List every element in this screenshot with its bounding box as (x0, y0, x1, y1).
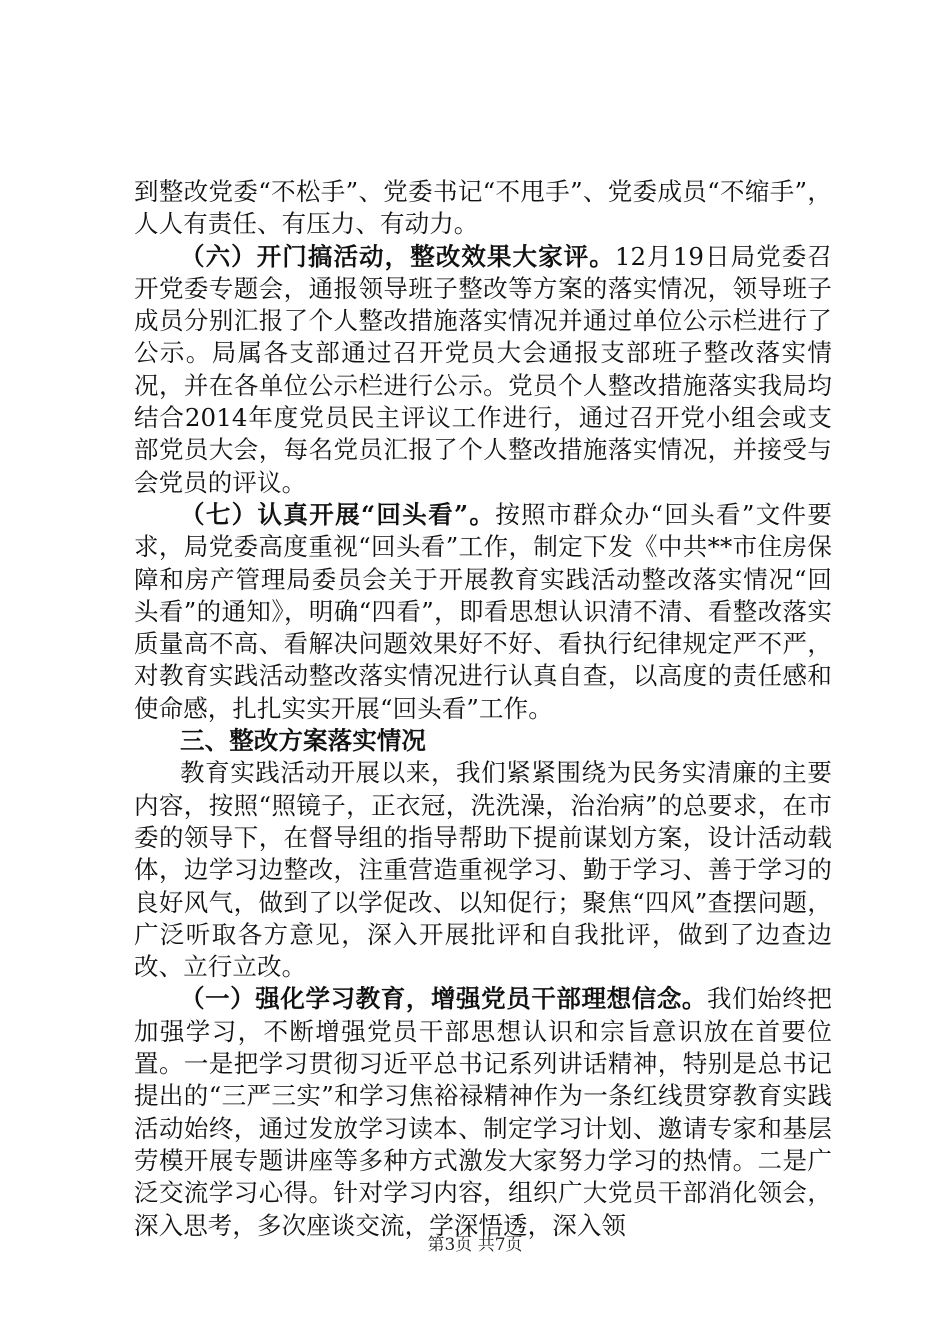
paragraph-section-3-intro (134, 757, 832, 983)
paragraph-heading: （一）强化学习教育，增强党员干部理想信念。 (180, 984, 708, 1014)
paragraph-text: 我们始终把加强学习，不断增强党员干部思想认识和宗旨意识放在首要位置。一是把学习贯彻习近平总书记系列讲话精神，特别是总书记提出的“三严三实”和学习焦裕禄精神作为一条红线贯穿教育实践活动始终，通过发放学习读本、制定学习计划、邀请专家和基层劳模开展专题讲座等多种方式激发大家努力学习的热情。二是广泛交流学习心得。针对学习内容，组织广大党员干部消化领会，深入思考，多次座谈交流，学深悟透，深入领 (134, 984, 832, 1240)
paragraph-item-6 (134, 241, 832, 499)
paragraph-text: 按照市群众办“回头看”文件要求，局党委高度重视“回头看”工作，制定下发《中共**市住房保障和房产管理局委员会关于开展教育实践活动整改落实情况“回头看”的通知》，明确“四看”，即看思想认识清不清、看整改落实质量高不高、看解决问题效果好不好、看执行纪律规定严不严，对教育实践活动整改落实情况进行认真自查，以高度的责任感和使命感，扎扎实实开展“回头看”工作。 (134, 499, 832, 723)
section-title: 三、整改方案落实情况 (180, 726, 426, 756)
page-number-label: 第3页 共7页 (427, 1235, 523, 1255)
section-heading (134, 725, 832, 757)
paragraph-heading: （六）开门搞活动，整改效果大家评。 (180, 241, 615, 271)
paragraph-heading: （七）认真开展“回头看”。 (180, 499, 496, 529)
paragraph-continuation (134, 176, 832, 241)
paragraph-text: 教育实践活动开展以来，我们紧紧围绕为民务实清廉的主要内容，按照“照镜子，正衣冠，洗洗澡，治治病”的总要求，在市委的领导下，在督导组的指导帮助下提前谋划方案，设计活动载体，边学习边整改，注重营造重视学习、勤于学习、善于学习的良好风气，做到了以学促改、以知促行；聚焦“四风”查摆问题，广泛听取各方意见，深入开展批评和自我批评，做到了边查边改、立行立改。 (134, 758, 832, 982)
paragraph-text: 12月19日局党委召开党委专题会，通报领导班子整改等方案的落实情况，领导班子成员分别汇报了个人整改措施落实情况并通过单位公示栏进行了公示。局属各支部通过召开党员大会通报支部班子整改落实情况，并在各单位公示栏进行公示。党员个人整改措施落实我局均结合2014年度党员民主评议工作进行，通过召开党小组会或支部党员大会，每名党员汇报了个人整改措施落实情况，并接受与会党员的评议。 (134, 241, 832, 497)
paragraph-text: 到整改党委“不松手”、党委书记“不甩手”、党委成员“不缩手”，人人有责任、有压力、有动力。 (134, 177, 832, 239)
paragraph-item-7 (134, 499, 832, 725)
document-body (134, 176, 832, 1242)
paragraph-item-1 (134, 983, 832, 1241)
page-footer (0, 1234, 950, 1256)
